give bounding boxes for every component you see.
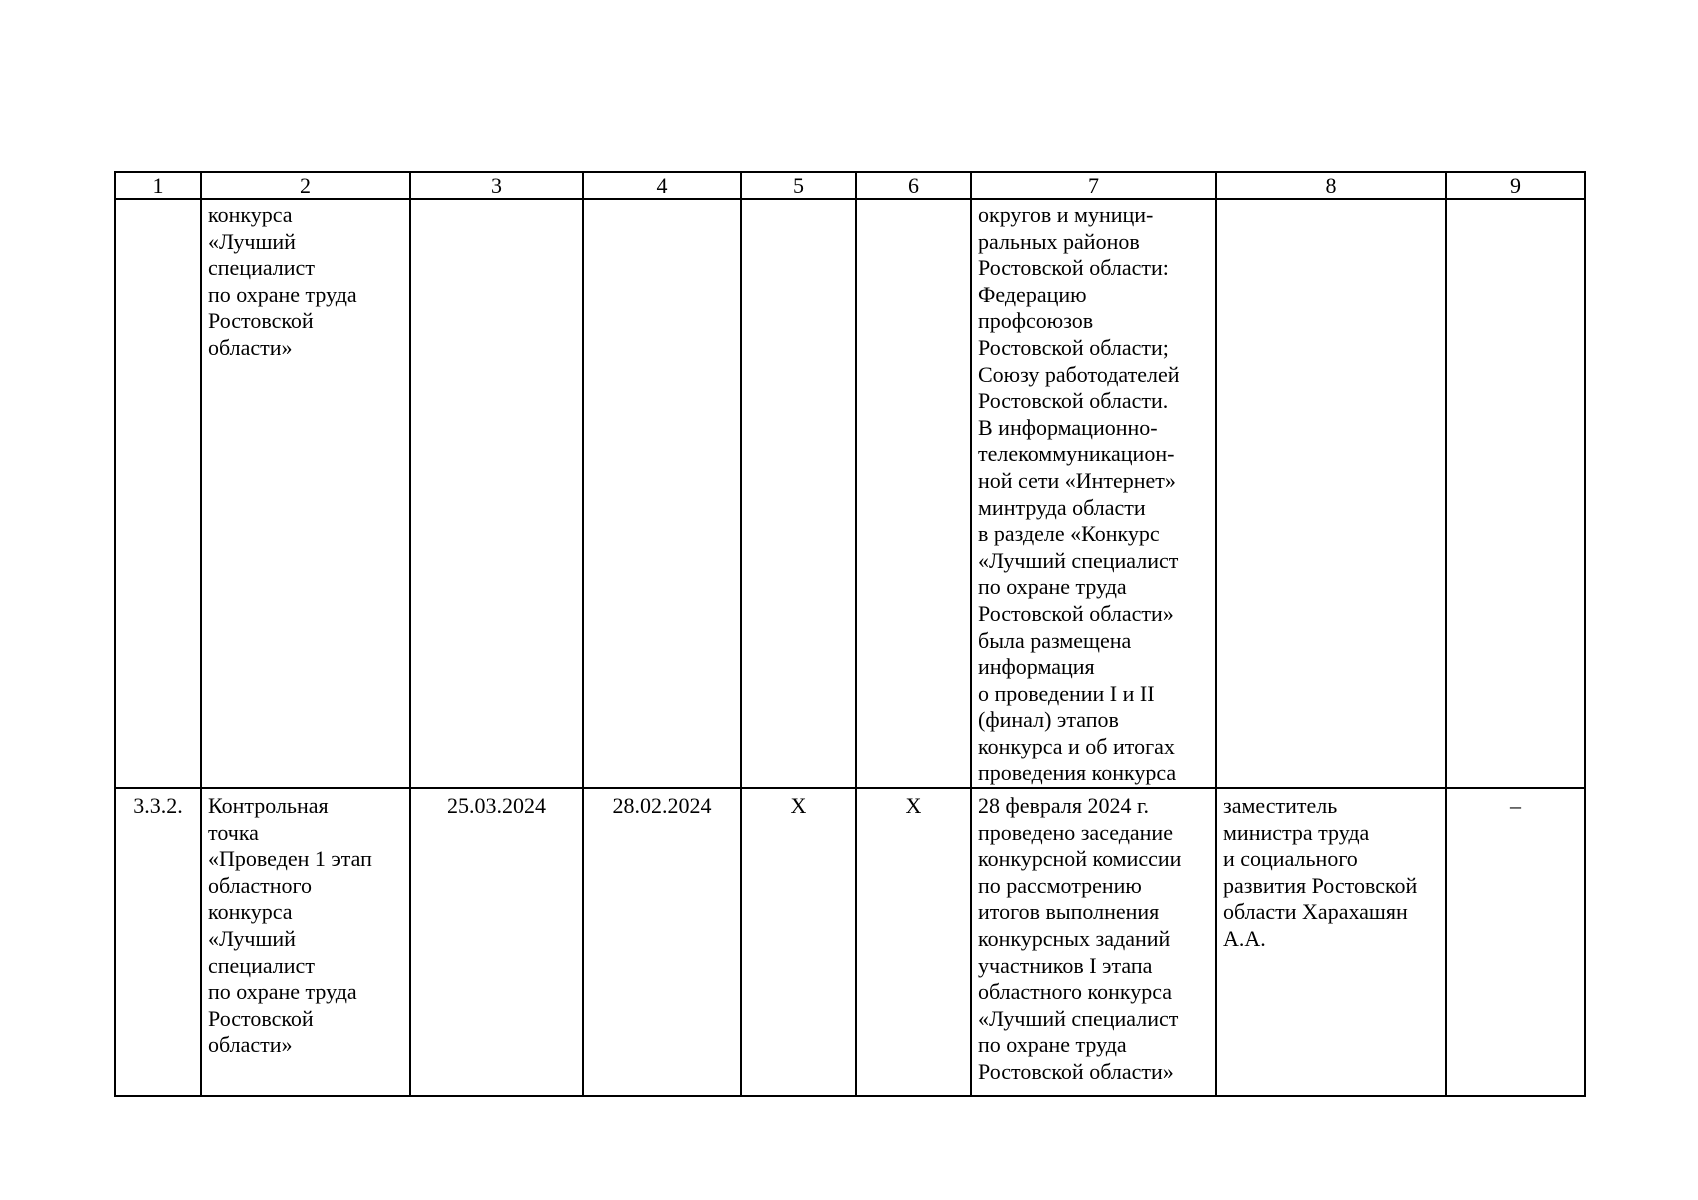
column-number: 3	[410, 172, 583, 199]
result-description-cell: 28 февраля 2024 г. проведено заседание конкурсной комиссии по рассмотрению итогов выполнения конкурсных заданий участников I этапа областного конкурса «Лучший специалист по охране труда Ростовской области»	[971, 788, 1216, 1096]
column9-cell: –	[1446, 788, 1585, 1096]
column6-cell	[856, 199, 971, 788]
column-number-row	[115, 172, 1585, 199]
planned-date-cell: 25.03.2024	[410, 788, 583, 1096]
table-row	[115, 788, 1585, 1096]
item-number-cell: 3.3.2.	[115, 788, 201, 1096]
column-number: 9	[1446, 172, 1585, 199]
item-name-cell: конкурса «Лучший специалист по охране труда Ростовской области»	[201, 199, 410, 788]
report-table	[114, 171, 1586, 1097]
actual-date-cell: 28.02.2024	[583, 788, 741, 1096]
column5-cell	[741, 199, 856, 788]
column9-cell	[1446, 199, 1585, 788]
column-number: 7	[971, 172, 1216, 199]
column-number: 2	[201, 172, 410, 199]
actual-date-cell	[583, 199, 741, 788]
item-number-cell	[115, 199, 201, 788]
column-number: 5	[741, 172, 856, 199]
item-name-cell: Контрольная точка «Проведен 1 этап областного конкурса «Лучший специалист по охране труда Ростовской области»	[201, 788, 410, 1096]
result-description-cell: округов и муници- pальных районов Ростовской области: Федерацию профсоюзов Ростовской области; Союзу работодателей Ростовской области. В информационно- телекоммуникацион- ной сети «Интернет» минтруда области в разделе «Конкурс «Лучший специалист по охране труда Ростовской области» была размещена информация о проведении I и II (финал) этапов конкурса и об итогах проведения конкурса	[971, 199, 1216, 788]
responsible-person-cell: заместитель министра труда и социального развития Ростовской области Харахашян А.А.	[1216, 788, 1446, 1096]
table-row	[115, 199, 1585, 788]
responsible-person-cell	[1216, 199, 1446, 788]
column-number: 8	[1216, 172, 1446, 199]
column6-cell: X	[856, 788, 971, 1096]
column-number: 1	[115, 172, 201, 199]
column5-cell: X	[741, 788, 856, 1096]
planned-date-cell	[410, 199, 583, 788]
column-number: 4	[583, 172, 741, 199]
column-number: 6	[856, 172, 971, 199]
